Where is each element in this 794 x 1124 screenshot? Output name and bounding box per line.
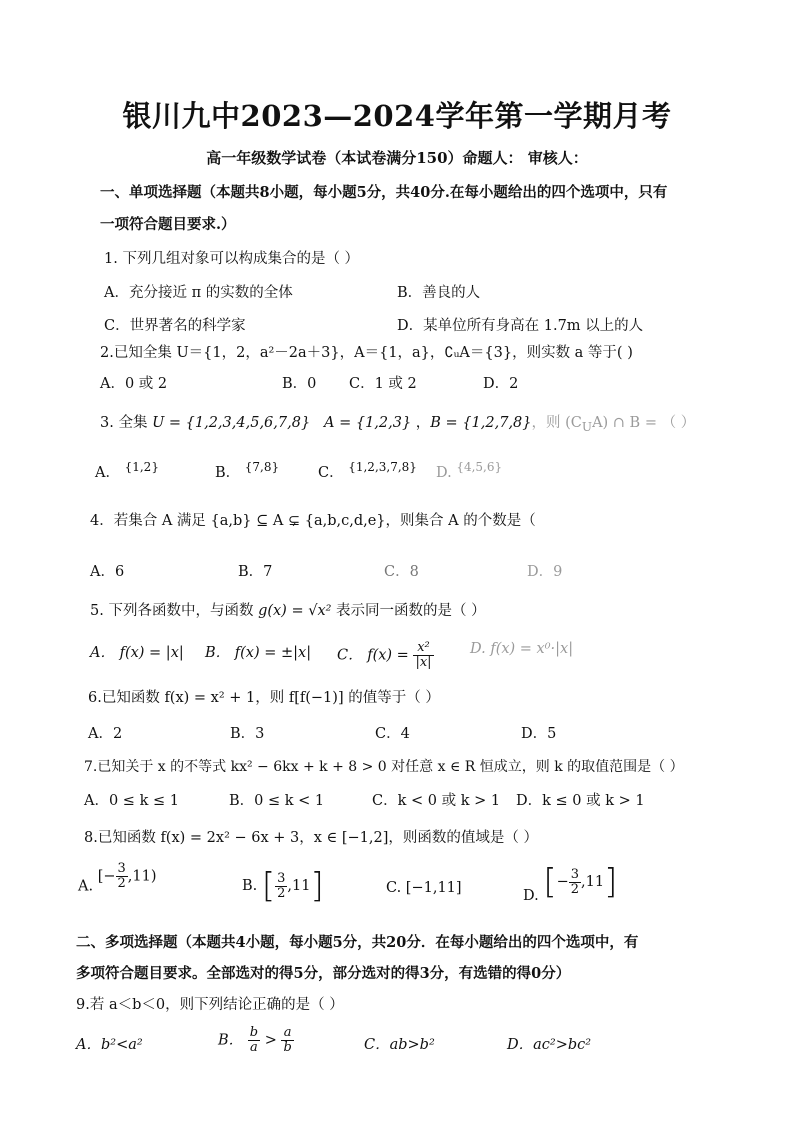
q9-option-b-fraction-1 [248, 1026, 260, 1055]
q9-option-b-numerator-2: a [281, 1026, 293, 1041]
q7-option-d: D．k ≤ 0 或 k > 1 [516, 793, 645, 809]
q6-option-b: B．3 [230, 726, 265, 742]
q5-stem [90, 599, 486, 620]
q7-option-b: B．0 ≤ k < 1 [229, 793, 325, 809]
q9-option-b-numerator-1: b [249, 1025, 259, 1040]
q3-ask-text: ，则 (C [531, 415, 582, 431]
q3-option-a-value: {1,2} [124, 460, 159, 474]
q3-ask-tail: A) ∩ B = （ ） [592, 415, 696, 431]
q3-option-a [95, 460, 159, 482]
q3-ask-sub: U [581, 419, 593, 434]
q8-option-d-label: D. [523, 888, 539, 904]
q2-option-d: D．2 [483, 376, 519, 392]
q8-option-d-numerator: 3 [570, 866, 580, 882]
q3-option-c-value: {1,2,3,7,8} [348, 460, 417, 474]
q5-option-c-numerator: x² [413, 641, 433, 656]
q3-option-a-label: A． [95, 465, 120, 481]
q8-option-a-fraction [116, 862, 128, 891]
q8-option-d-fraction [569, 868, 581, 897]
q9-option-b-label: B． [218, 1032, 244, 1049]
q1-option-a: A．充分接近 π 的实数的全体 [104, 285, 293, 301]
q7-option-c: C．k < 0 或 k > 1 [372, 793, 501, 809]
q8-option-b [242, 866, 324, 906]
q8-option-c [386, 880, 462, 896]
q3-set-u: U = {1,2,3,4,5,6,7,8} [152, 415, 311, 431]
section2-heading-line1: 二、多项选择题（本题共4小题，每小题5分，共20分．在每小题给出的四个选项中，有 [76, 934, 639, 951]
q5-stem-prefix: 5. 下列各函数中，与函数 [90, 603, 254, 619]
q7-option-a: A．0 ≤ k ≤ 1 [84, 793, 179, 809]
q4-stem: 4．若集合 A 满足 {a,b} ⊆ A ⊊ {a,b,c,d,e}，则集合 A 的个数是（ [90, 513, 536, 529]
q3-option-d-label: D. [436, 465, 452, 481]
q8-option-c-value: [−1,11] [405, 880, 462, 896]
q6-option-d: D．5 [521, 726, 557, 742]
q3-set-a: A = {1,2,3} [324, 415, 412, 431]
q8-option-d [523, 862, 617, 904]
q8-option-a-close: ,11) [127, 868, 157, 885]
q5-option-a: A． f(x) = |x| [90, 645, 184, 661]
q3-stem: 3. 全集 U = {1,2,3,4,5,6,7,8} A = {1,2,3} ，B = {1,2,7,8}，则 $(C_UA)$ ∩ B = （ ） [100, 415, 696, 434]
q8-option-a-numerator: 3 [117, 861, 126, 876]
q4-option-d: D．9 [527, 564, 563, 580]
q8-option-c-label: C. [386, 880, 402, 896]
q7-stem: 7.已知关于 x 的不等式 kx² − 6kx + k + 8 > 0 对任意 x ∈ R 恒成立，则 k 的取值范围是（ ） [84, 759, 684, 775]
section1-heading-line1: 一、单项选择题（本题共8小题，每小题5分，共40分.在每小题给出的四个选项中，只有 [100, 184, 668, 201]
section2-heading-line2: 多项符合题目要求。全部选对的得5分，部分选对的得3分，有选错的得0分） [76, 965, 571, 982]
q9-option-b-greater-than: > [264, 1032, 277, 1049]
q5-function-g: g(x) = √x² [258, 603, 332, 619]
q3-set-b: B = {1,2,7,8} [430, 415, 532, 431]
q1-option-b: B．善良的人 [397, 285, 481, 301]
q2-option-b: B．0 [282, 376, 317, 392]
q2-option-a: A．0 或 2 [100, 376, 168, 392]
q5-option-c-denominator: |x| [415, 655, 432, 670]
q4-option-b: B．7 [238, 564, 273, 580]
q8-option-a [78, 862, 157, 895]
q9-option-b [218, 1026, 294, 1055]
q4-option-a: A．6 [90, 564, 125, 580]
q5-stem-suffix: 表示同一函数的是（ ） [336, 603, 486, 619]
q6-option-a: A．2 [88, 726, 123, 742]
q3-option-b-value: {7,8} [244, 460, 280, 474]
q1-option-d: D．某单位所有身高在 1.7m 以上的人 [397, 318, 644, 334]
exam-title: 银川九中2023—2024学年第一学期月考 [122, 99, 672, 133]
q8-option-d-denominator: 2 [570, 881, 580, 897]
q8-option-d-left-bracket: [ [543, 862, 557, 902]
q9-option-a: A．b²<a² [76, 1037, 143, 1053]
q8-option-b-fraction [275, 872, 287, 901]
q9-option-c: C．ab>b² [364, 1037, 435, 1053]
q5-option-c-label: C． f(x) = [337, 647, 409, 664]
q5-option-d: D. f(x) = x⁰·|x| [470, 641, 574, 657]
q1-option-c: C．世界著名的科学家 [104, 318, 246, 334]
q4-option-c: C．8 [384, 564, 419, 580]
q3-option-b [215, 460, 279, 482]
q8-option-b-right-bracket: ] [310, 866, 324, 906]
q8-option-d-minus: − [556, 874, 569, 890]
q3-option-c-label: C． [318, 465, 344, 481]
q3-option-c [318, 460, 417, 482]
q8-option-a-label: A. [78, 878, 94, 895]
q1-stem: 1. 下列几组对象可以构成集合的是（ ） [104, 251, 360, 267]
q8-option-b-label: B. [242, 878, 258, 894]
section1-heading-line2: 一项符合题目要求.） [100, 216, 236, 233]
q6-stem: 6.已知函数 f(x) = x² + 1，则 f[f(−1)] 的值等于（ ） [88, 690, 440, 706]
q2-option-c: C．1 或 2 [349, 376, 417, 392]
exam-subtitle: 高一年级数学试卷（本试卷满分150）命题人： 审核人： [206, 149, 588, 167]
q3-ask [531, 415, 696, 434]
q3-option-d-value: {4,5,6} [456, 460, 503, 474]
q9-stem: 9.若 a＜b＜0，则下列结论正确的是（ ） [76, 997, 344, 1013]
q9-option-b-denominator-1: a [250, 1040, 258, 1055]
q3-stem-prefix: 3. 全集 [100, 415, 148, 431]
q8-option-b-close: ,11 [287, 878, 311, 894]
q5-option-c-fraction [413, 641, 433, 670]
q3-option-d [436, 460, 502, 481]
q9-option-b-fraction-2 [281, 1026, 293, 1055]
q8-option-d-close: ,11 [581, 874, 605, 890]
q8-option-d-right-bracket: ] [604, 862, 618, 902]
q9-option-b-denominator-2: b [283, 1040, 292, 1055]
q5-option-b: B． f(x) = ±|x| [205, 645, 312, 661]
q3-option-b-label: B． [215, 465, 241, 481]
q8-option-b-left-bracket: [ [261, 866, 276, 906]
q8-option-b-numerator: 3 [277, 870, 286, 886]
q2-stem: 2.已知全集 U＝{1，2，a²－2a＋3}，A＝{1，a}，∁ᵤA＝{3}，则实数 a 等于( ) [100, 345, 633, 361]
q8-option-a-open: [− [97, 868, 116, 885]
q9-option-d: D．ac²>bc² [507, 1037, 592, 1053]
q8-stem: 8.已知函数 f(x) = 2x² − 6x + 3，x ∈ [−1,2]，则函数的值域是（ ） [84, 830, 539, 846]
q8-option-b-denominator: 2 [277, 885, 286, 901]
q6-option-c: C．4 [375, 726, 410, 742]
q8-option-a-denominator: 2 [117, 876, 126, 891]
q5-option-c [337, 641, 434, 670]
